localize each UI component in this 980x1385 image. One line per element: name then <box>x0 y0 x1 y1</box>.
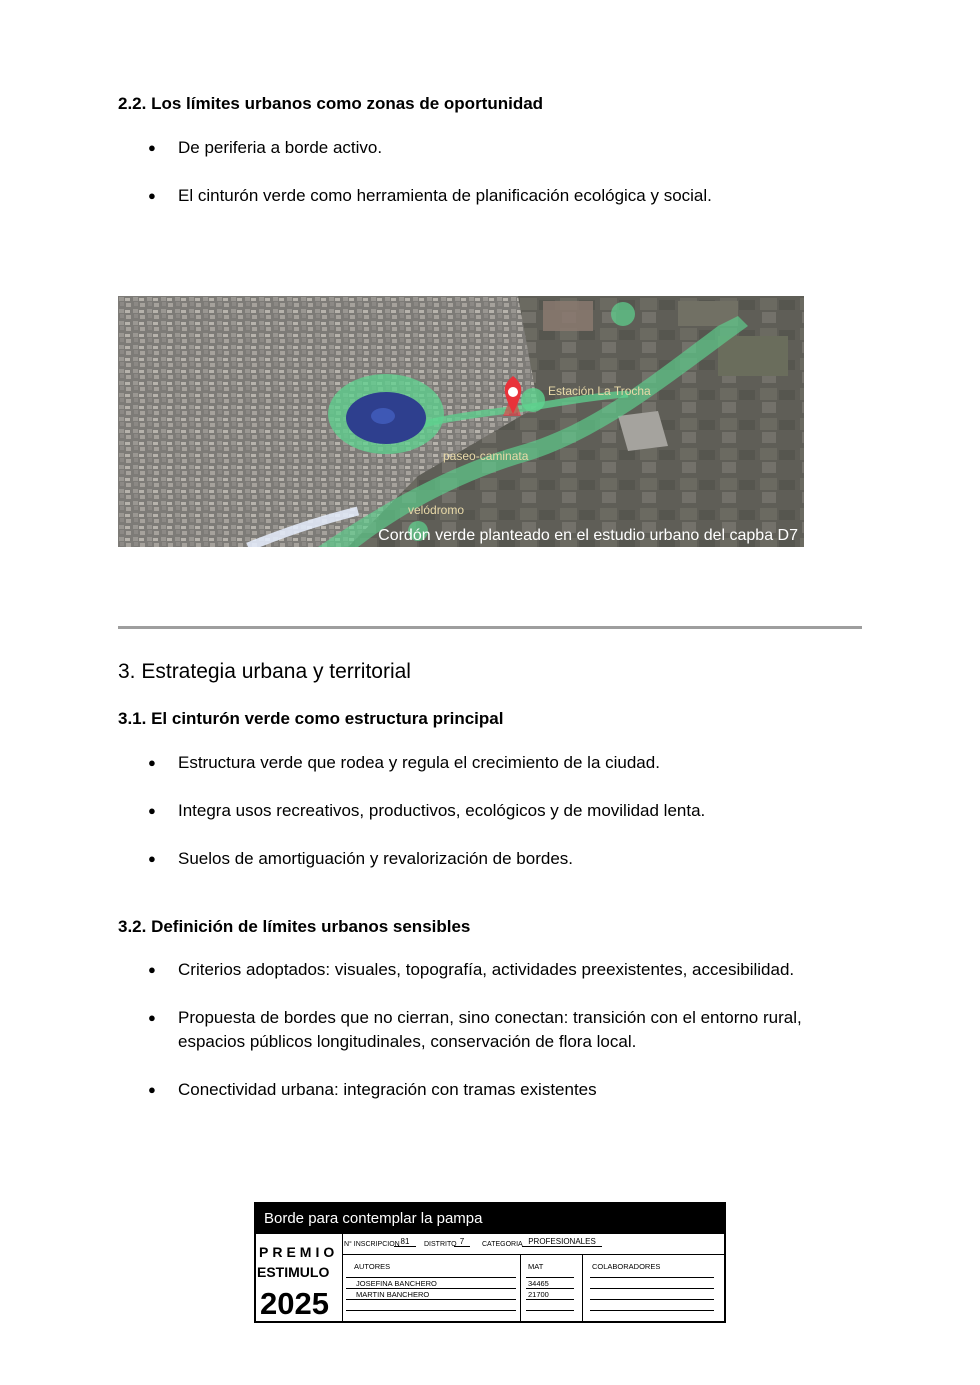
bullet-icon: ● <box>148 188 156 203</box>
bullet-icon: ● <box>148 851 156 866</box>
map-label-station: Estación La Trocha <box>548 384 651 398</box>
list-item-text: Conectividad urbana: integración con tramas existentes <box>178 1080 597 1099</box>
categoria-value: PROFESIONALES <box>522 1237 602 1247</box>
year-text: 2025 <box>260 1286 329 1321</box>
premio-logo <box>256 1234 343 1321</box>
registration-row <box>342 1234 726 1255</box>
form-line <box>526 1299 574 1300</box>
bullet-icon: ● <box>148 1010 156 1025</box>
list-item-text: Estructura verde que rodea y regula el crecimiento de la ciudad. <box>178 753 660 772</box>
distrito-value: 7 <box>454 1237 470 1247</box>
form-line <box>346 1310 516 1311</box>
author-name: MARTIN BANCHERO <box>356 1290 430 1299</box>
colaboradores-label: COLABORADORES <box>592 1262 661 1271</box>
form-line <box>526 1277 574 1278</box>
map-caption: Cordón verde planteado en el estudio urbano del capba D7 <box>378 527 798 544</box>
author-mat: 34465 <box>528 1279 549 1288</box>
estimulo-text: ESTIMULO <box>257 1264 330 1280</box>
form-line <box>526 1310 574 1311</box>
autores-label: AUTORES <box>354 1262 391 1271</box>
title-block-title: Borde para contemplar la pampa <box>256 1204 724 1234</box>
form-line <box>590 1299 714 1300</box>
heading-3-2: 3.2. Definición de límites urbanos sensibles <box>118 917 471 936</box>
form-line <box>346 1277 516 1278</box>
list-item-text: De periferia a borde activo. <box>178 138 383 157</box>
heading-3: 3. Estrategia urbana y territorial <box>118 660 411 683</box>
bullet-icon: ● <box>148 140 156 155</box>
form-line <box>526 1288 574 1289</box>
title-block <box>254 1202 726 1323</box>
form-line <box>590 1288 714 1289</box>
author-mat: 21700 <box>528 1290 549 1299</box>
section-divider <box>118 626 862 629</box>
inscripcion-label: N° INSCRIPCION <box>344 1241 400 1248</box>
map-label-path: paseo-caminata <box>443 449 529 463</box>
mat-label: MAT <box>528 1262 544 1271</box>
bullet-icon: ● <box>148 962 156 977</box>
heading-3-1: 3.1. El cinturón verde como estructura principal <box>118 709 504 728</box>
categoria-label: CATEGORIA <box>482 1241 523 1248</box>
author-name: JOSEFINA BANCHERO <box>356 1279 437 1288</box>
distrito-label: DISTRITO <box>424 1241 457 1248</box>
form-line <box>346 1288 516 1289</box>
form-line <box>590 1277 714 1278</box>
heading-2-2: 2.2. Los límites urbanos como zonas de oportunidad <box>118 94 544 113</box>
inscripcion-value: 81 <box>394 1237 416 1247</box>
aerial-map-image <box>118 296 804 547</box>
list-item-text: Criterios adoptados: visuales, topografía, actividades preexistentes, accesibilidad. <box>178 960 795 979</box>
list-item-text: Integra usos recreativos, productivos, ecológicos y de movilidad lenta. <box>178 801 706 820</box>
authors-grid <box>342 1255 726 1321</box>
list-item-text: Propuesta de bordes que no cierran, sino conectan: transición con el entorno rural, espacios públicos longitudinales, conservación de flora local. <box>178 1008 802 1051</box>
list-item-text: El cinturón verde como herramienta de planificación ecológica y social. <box>178 186 712 205</box>
bullet-icon: ● <box>148 755 156 770</box>
premio-text: PREMIO <box>259 1244 339 1260</box>
map-label-velodrome: velódromo <box>408 503 465 517</box>
form-line <box>346 1299 516 1300</box>
column-divider <box>520 1255 521 1321</box>
list-item-text: Suelos de amortiguación y revalorización de bordes. <box>178 849 574 868</box>
column-divider <box>582 1255 583 1321</box>
bullet-icon: ● <box>148 803 156 818</box>
form-line <box>590 1310 714 1311</box>
bullet-icon: ● <box>148 1082 156 1097</box>
